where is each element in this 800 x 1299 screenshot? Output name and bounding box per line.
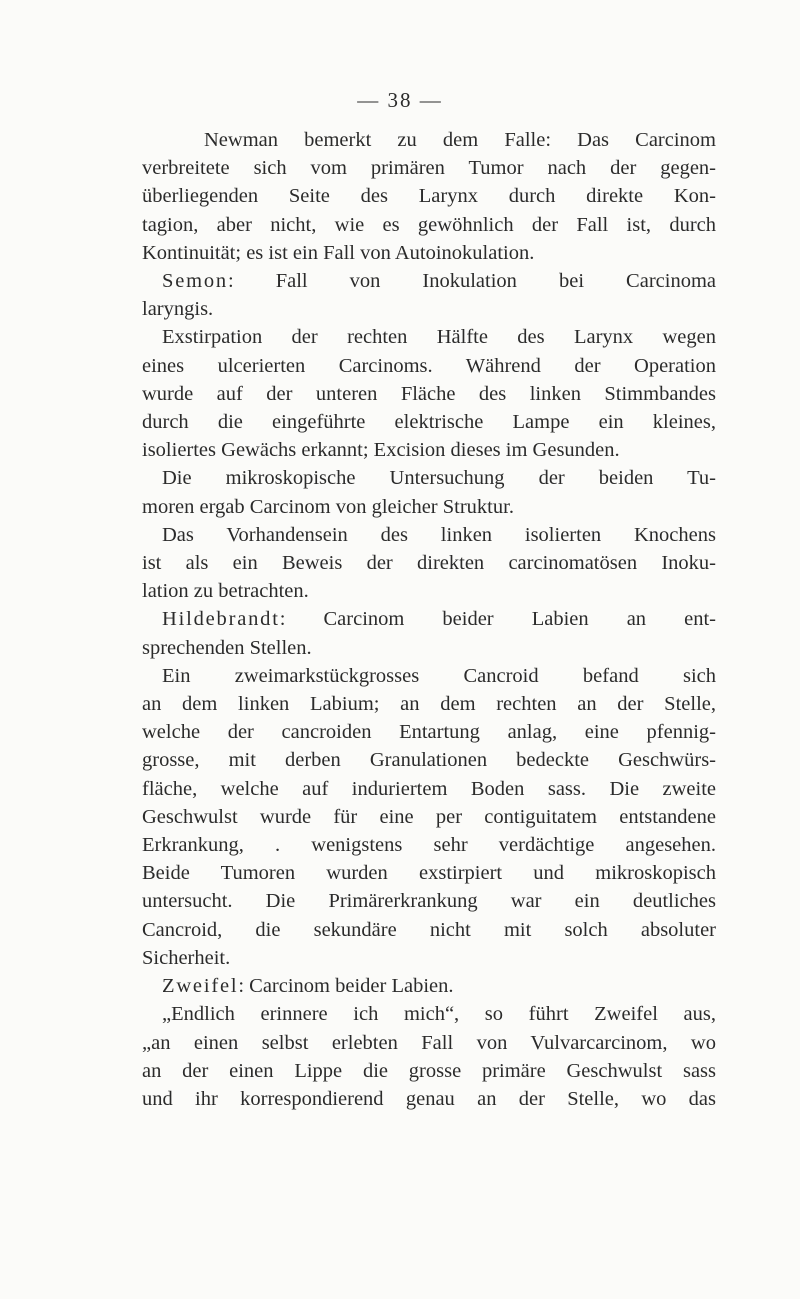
text-line: Beide Tumoren wurden exstirpiert und mikroskopisch <box>142 862 716 885</box>
text-line: untersucht. Die Primärerkrankung war ein deutliches <box>142 890 716 913</box>
text-line: fläche, welche auf induriertem Boden sass. Die zweite <box>142 777 716 800</box>
text-line: Exstirpation der rechten Hälfte des Larynx wegen <box>162 326 716 349</box>
text-line: Semon: Fall von Inokulation bei Carcinoma <box>162 270 716 293</box>
text-line: durch die eingeführte elektrische Lampe ein kleines, <box>142 411 716 434</box>
text-line: verbreitete sich vom primären Tumor nach der gegen- <box>142 157 716 180</box>
text-line: isoliertes Gewächs erkannt; Excision dieses im Gesunden. <box>142 439 620 462</box>
text-line: Newman bemerkt zu dem Falle: Das Carcinom <box>204 129 716 151</box>
text-line: ist als ein Beweis der direkten carcinomatösen Inoku- <box>142 552 716 575</box>
text-line: Ein zweimarkstückgrosses Cancroid befand sich <box>162 664 716 687</box>
text-line: an der einen Lippe die grosse primäre Geschwulst sass <box>142 1059 716 1082</box>
text-line: und ihr korrespondierend genau an der Stelle, wo das <box>142 1087 716 1110</box>
text-line: überliegenden Seite des Larynx durch direkte Kon- <box>142 185 716 208</box>
text-line: Geschwulst wurde für eine per contiguitatem entstandene <box>142 805 716 828</box>
text-line: „Endlich erinnere ich mich“, so führt Zweifel aus, <box>162 1003 716 1026</box>
text-line: grosse, mit derben Granulationen bedeckte Geschwürs- <box>142 749 716 772</box>
text-line: Zweifel: Carcinom beider Labien. <box>162 975 454 998</box>
text-line: „an einen selbst erlebten Fall von Vulvarcarcinom, wo <box>142 1031 716 1054</box>
text-line: Cancroid, die sekundäre nicht mit solch absoluter <box>142 918 716 941</box>
body-text <box>142 126 716 1113</box>
text-line: Das Vorhandensein des linken isolierten Knochens <box>162 523 716 546</box>
text-line: laryngis. <box>142 298 214 321</box>
text-line: an dem linken Labium; an dem rechten an der Stelle, <box>142 693 716 716</box>
text-line: Sicherheit. <box>142 946 231 969</box>
text-line: eines ulcerierten Carcinoms. Während der Operation <box>142 354 716 377</box>
text-line: Hildebrandt: Carcinom beider Labien an ent- <box>162 608 716 631</box>
text-line: sprechenden Stellen. <box>142 636 312 659</box>
page-number: — 38 — <box>357 88 443 112</box>
text-line: Erkrankung, . wenigstens sehr verdächtige angesehen. <box>142 834 716 857</box>
text-line: tagion, aber nicht, wie es gewöhnlich der Fall ist, durch <box>142 213 716 236</box>
text-line: lation zu betrachten. <box>142 580 309 603</box>
text-line: Die mikroskopische Untersuchung der beiden Tu- <box>162 467 716 490</box>
text-line: welche der cancroiden Entartung anlag, eine pfennig- <box>142 721 716 744</box>
text-line: moren ergab Carcinom von gleicher Struktur. <box>142 495 514 518</box>
text-line: wurde auf der unteren Fläche des linken Stimmbandes <box>142 382 716 405</box>
text-line: Kontinuität; es ist ein Fall von Autoinokulation. <box>142 241 535 264</box>
